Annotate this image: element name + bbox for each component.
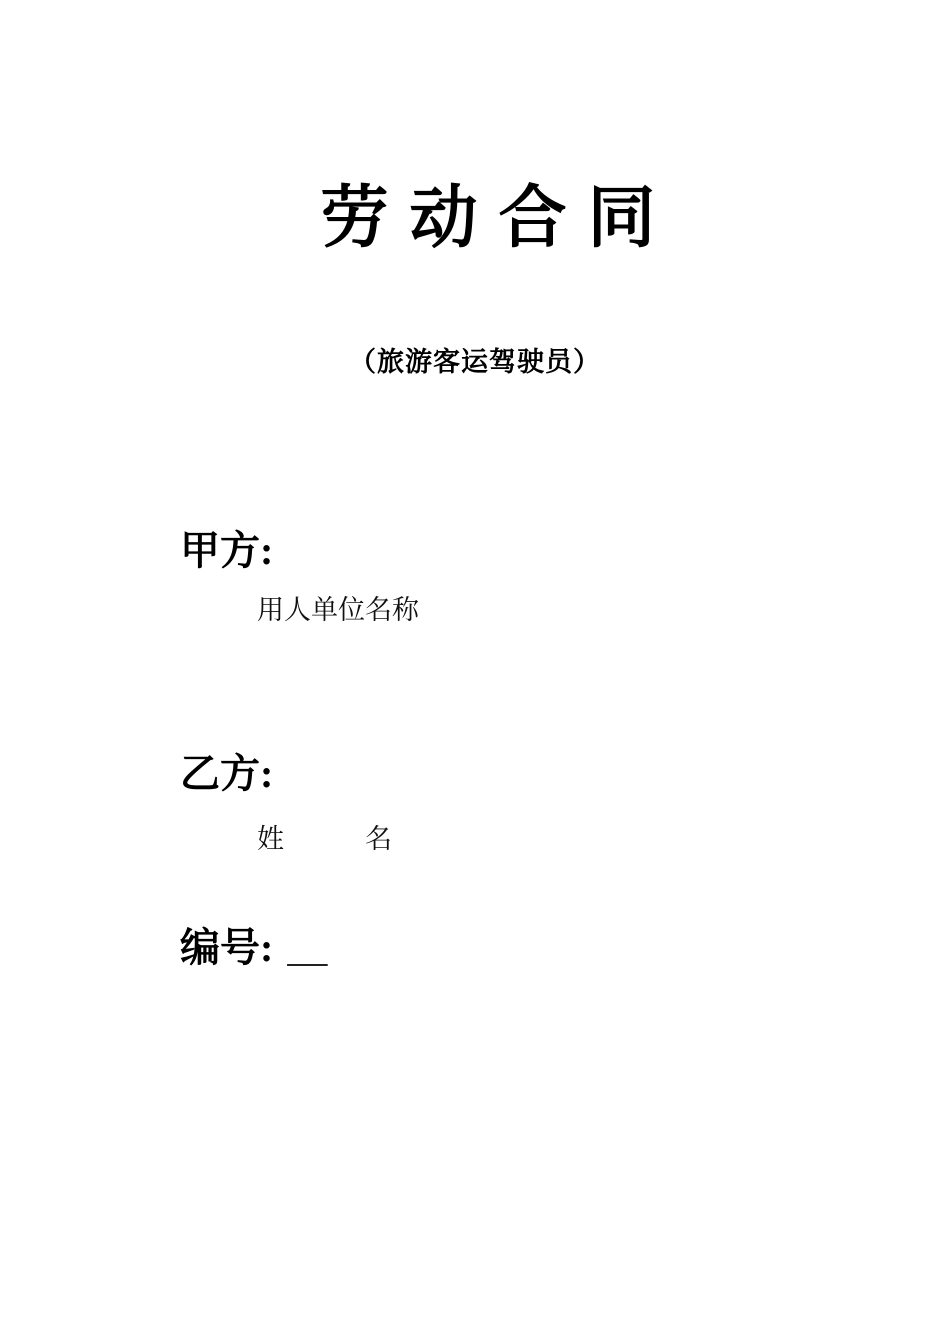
party-b-field-label: 姓 名	[257, 824, 392, 854]
serial-number-row	[180, 925, 328, 970]
serial-number-blank: __	[287, 925, 328, 970]
party-a-label: 甲方:	[180, 528, 274, 573]
party-a-field-label: 用人单位名称	[257, 595, 419, 625]
party-b-label: 乙方:	[180, 751, 274, 796]
document-subtitle: （旅游客运驾驶员）	[349, 347, 601, 377]
serial-number-label: 编号:	[180, 925, 274, 970]
document-title: 劳 动 合 同	[320, 180, 658, 256]
